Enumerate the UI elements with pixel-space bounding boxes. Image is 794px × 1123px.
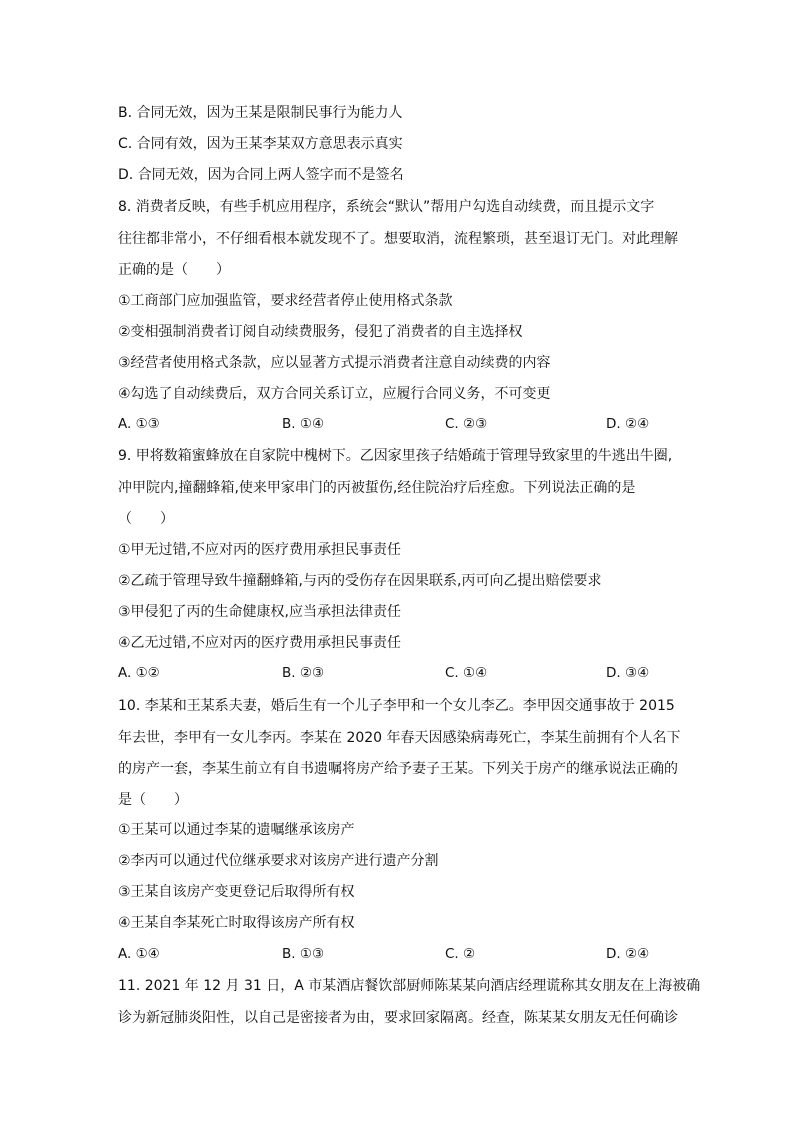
q8-option-c: C. ②③ (445, 416, 488, 432)
q10-option-d: D. ②④ (606, 946, 650, 962)
q10-option-a: A. ①④ (118, 946, 160, 962)
q8-stem-line: 8. 消费者反映，有些手机应用程序，系统会“默认”帮用户勾选自动续费，而且提示文字 (118, 199, 655, 215)
q9-stem-line: 9. 甲将数箱蜜蜂放在自家院中槐树下。乙因家里孩子结婚疏于管理导致家里的牛逃出牛圈, (118, 448, 673, 464)
q9-option-c: C. ①④ (445, 665, 488, 681)
q9-item: ②乙疏于管理导致牛撞翻蜂箱,与丙的受伤存在因果联系,丙可向乙提出赔偿要求 (118, 573, 602, 589)
q8-stem-line: 往往都非常小，不仔细看根本就发现不了。想要取消，流程繁琐，甚至退订无门。对此理解 (118, 231, 678, 247)
prev-option-d: D. 合同无效，因为合同上两人签字而不是签名 (118, 167, 404, 183)
q10-stem-line: 10. 李某和王某系夫妻，婚后生有一个儿子李甲和一个女儿李乙。李甲因交通事故于 2015 (118, 698, 675, 714)
q8-item: ②变相强制消费者订阅自动续费服务，侵犯了消费者的自主选择权 (118, 324, 523, 340)
q9-item: ④乙无过错,不应对丙的医疗费用承担民事责任 (118, 635, 401, 651)
q9-stem-line: （ ） (118, 511, 174, 527)
q9-item: ③甲侵犯了丙的生命健康权,应当承担法律责任 (118, 604, 401, 620)
q10-item: ②李丙可以通过代位继承要求对该房产进行遗产分割 (118, 853, 439, 869)
prev-option-b: B. 合同无效，因为王某是限制民事行为能力人 (118, 105, 403, 121)
q11-stem-line: 诊为新冠肺炎阳性，以自己是密接者为由，要求回家隔离。经查，陈某某女朋友无任何确诊 (118, 1010, 678, 1026)
q10-option-b: B. ①③ (282, 946, 325, 962)
q9-option-a: A. ①② (118, 665, 160, 681)
q8-item: ④勾选了自动续费后，双方合同关系订立，应履行合同义务，不可变更 (118, 386, 551, 402)
q10-stem-line: 是（ ） (118, 792, 188, 808)
q9-option-b: B. ②③ (282, 665, 325, 681)
q10-option-c: C. ② (445, 946, 476, 962)
q10-item: ③王某自该房产变更登记后取得所有权 (118, 884, 355, 900)
prev-option-c: C. 合同有效，因为王某李某双方意思表示真实 (118, 136, 403, 152)
q9-option-d: D. ③④ (606, 665, 650, 681)
q10-item: ①王某可以通过李某的遗嘱继承该房产 (118, 822, 355, 838)
q8-option-d: D. ②④ (606, 416, 650, 432)
q8-item: ③经营者使用格式条款，应以显著方式提示消费者注意自动续费的内容 (118, 355, 551, 371)
q8-option-b: B. ①④ (282, 416, 325, 432)
q8-stem-line: 正确的是（ ） (118, 262, 230, 278)
q8-option-a: A. ①③ (118, 416, 160, 432)
q10-item: ④王某自李某死亡时取得该房产所有权 (118, 915, 355, 931)
q8-item: ①工商部门应加强监管，要求经营者停止使用格式条款 (118, 293, 453, 309)
q9-item: ①甲无过错,不应对丙的医疗费用承担民事责任 (118, 542, 401, 558)
q10-stem-line: 的房产一套，李某生前立有自书遗嘱将房产给予妻子王某。下列关于房产的继承说法正确的 (118, 761, 678, 777)
q10-stem-line: 年去世，李甲有一女儿李丙。李某在 2020 年春天因感染病毒死亡，李某生前拥有个人名下 (118, 730, 681, 746)
q11-stem-line: 11. 2021 年 12 月 31 日，A 市某酒店餐饮部厨师陈某某向酒店经理谎称其女朋友在上海被确 (118, 978, 701, 994)
q9-stem-line: 冲甲院内,撞翻蜂箱,使来甲家串门的丙被蜇伤,经住院治疗后痊愈。下列说法正确的是 (118, 480, 636, 496)
